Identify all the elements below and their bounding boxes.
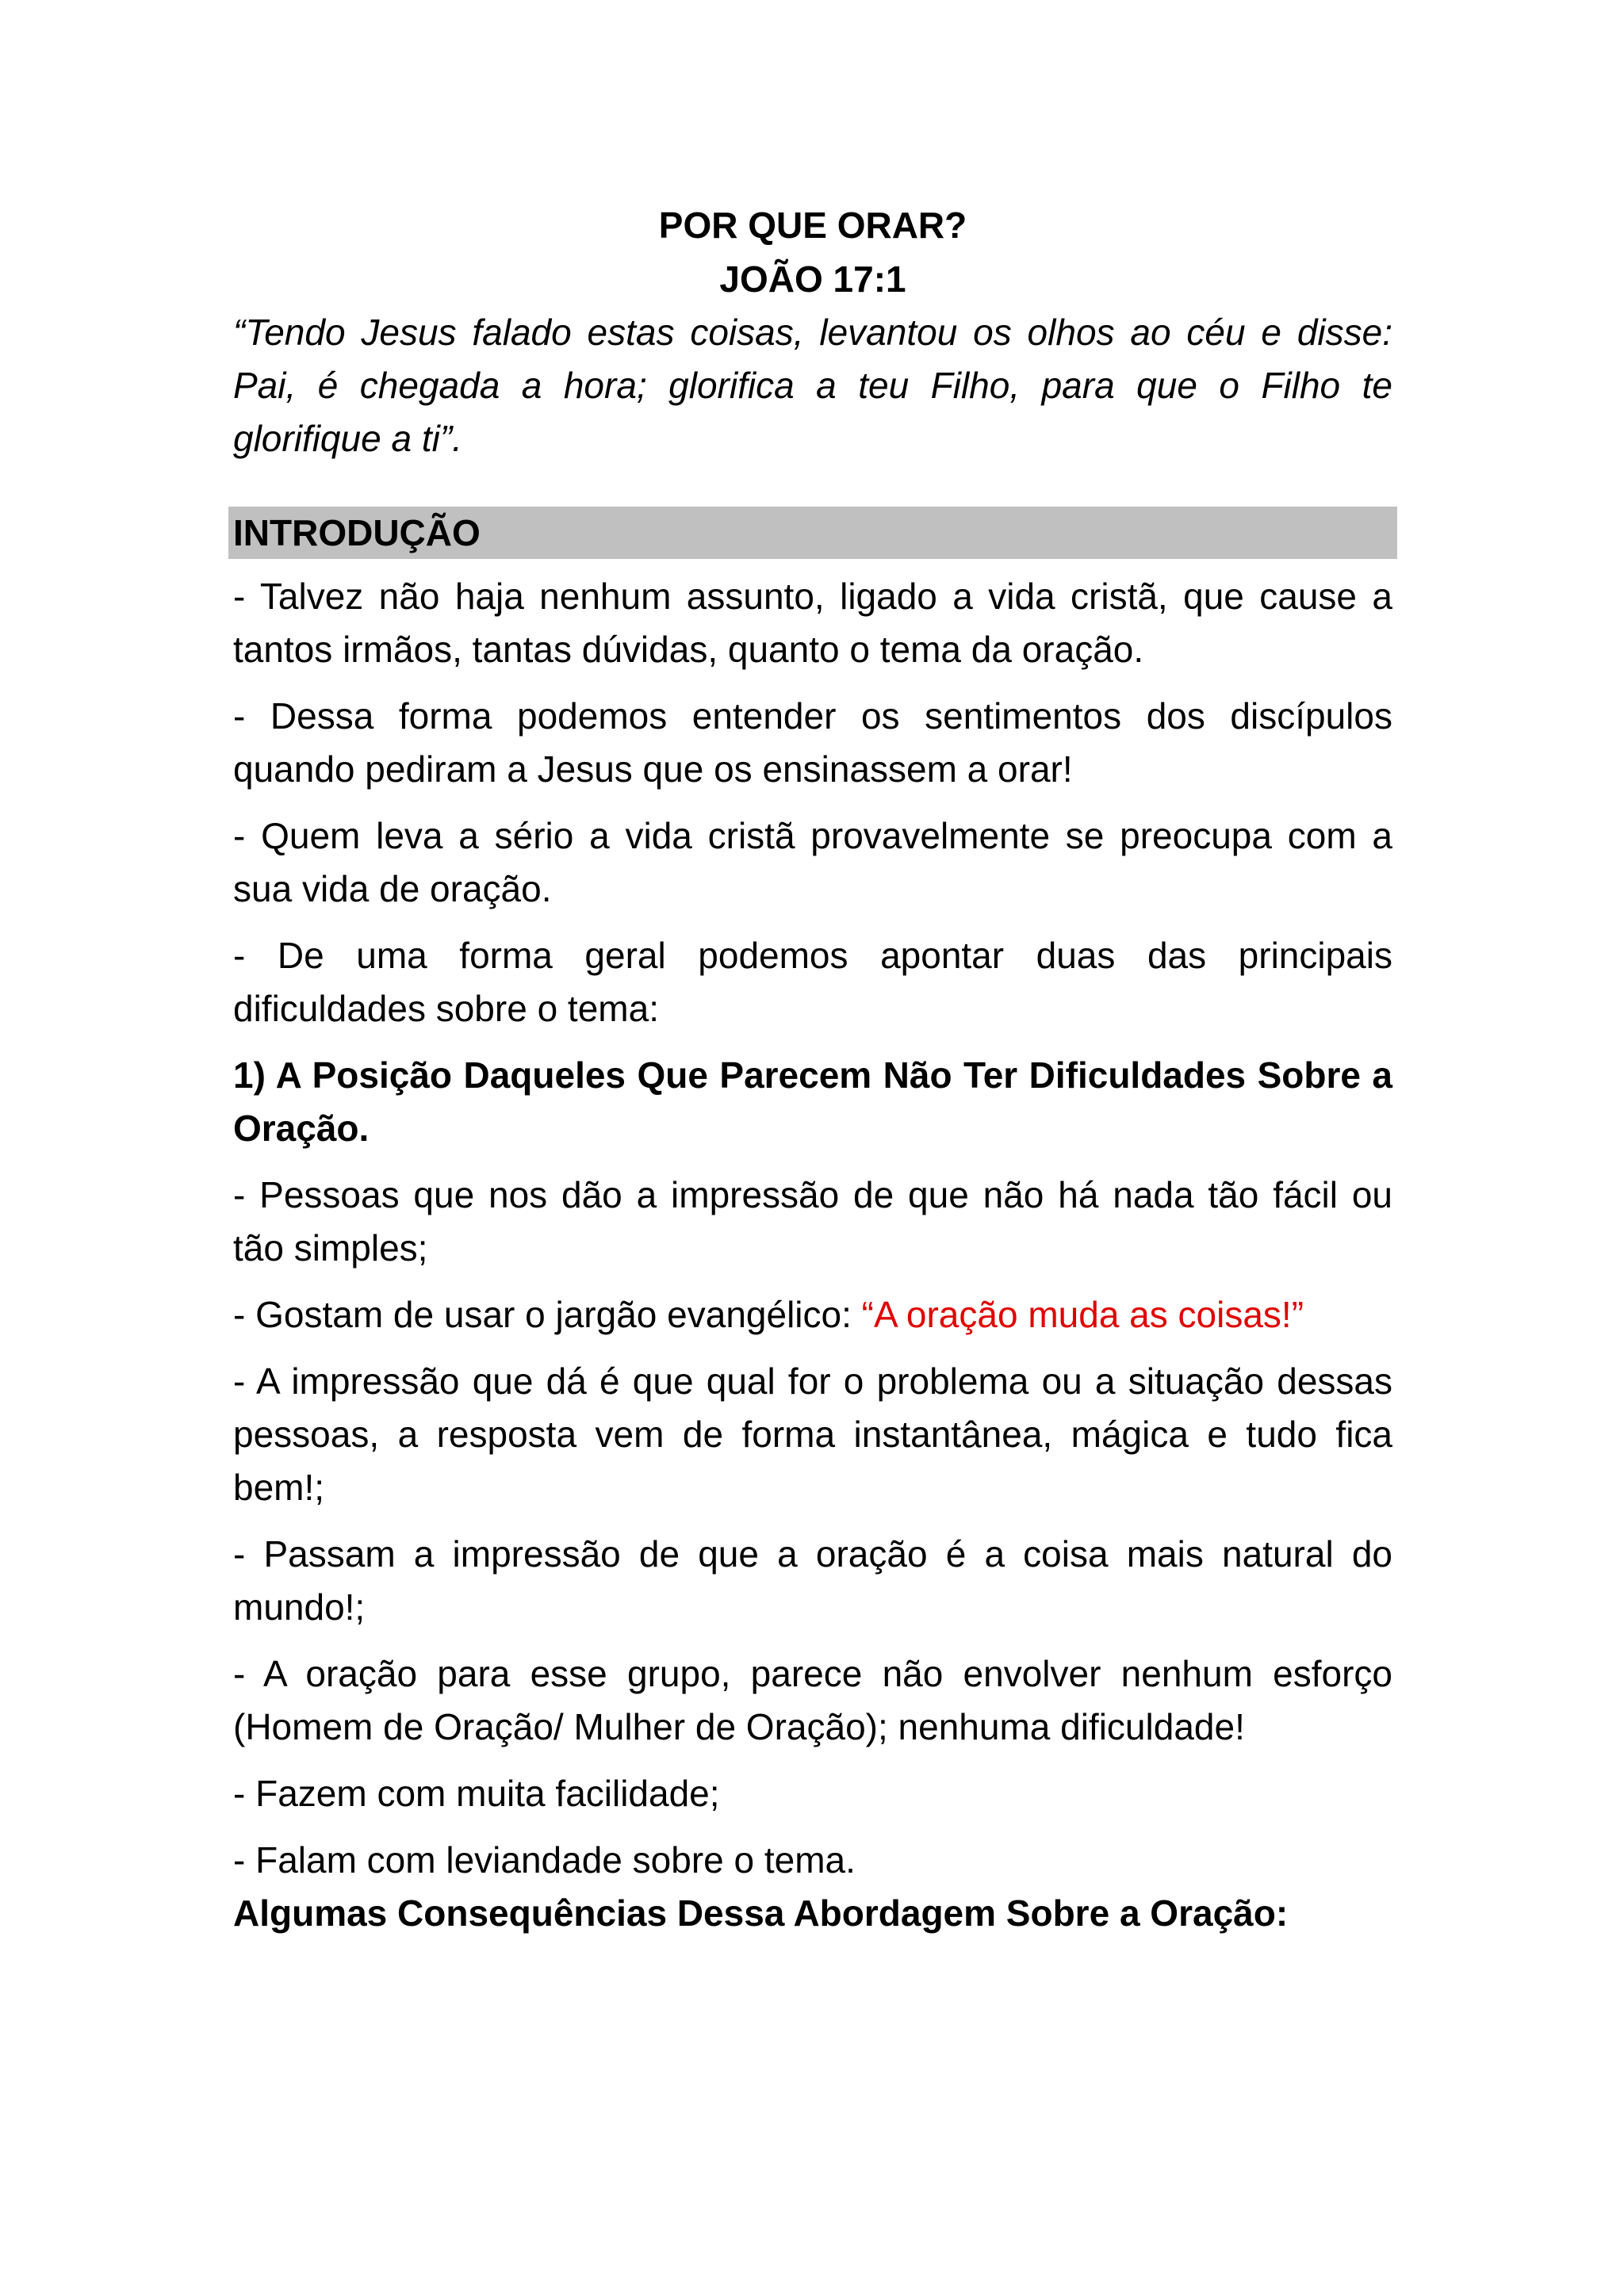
point-1-heading: 1) A Posição Daqueles Que Parecem Não Ter Dificuldades Sobre a Oração.	[233, 1054, 1392, 1149]
point-1-paragraph-jargon	[233, 1288, 1392, 1341]
document-page	[233, 198, 1392, 1940]
intro-paragraph: - Dessa forma podemos entender os sentimentos dos discípulos quando pediram a Jesus que os ensinassem a orar!	[233, 695, 1392, 790]
point-1-paragraph: - Passam a impressão de que a oração é a coisa mais natural do mundo!;	[233, 1533, 1392, 1628]
section-heading-bar	[228, 507, 1397, 559]
point-1-paragraph: - Falam com leviandade sobre o tema.	[233, 1839, 856, 1881]
document-title: POR QUE ORAR?	[658, 205, 967, 246]
point-1-paragraph: - A oração para esse grupo, parece não envolver nenhum esforço (Homem de Oração/ Mulher de Oração); nenhuma dificuldade!	[233, 1653, 1392, 1747]
consequences-heading: Algumas Consequências Dessa Abordagem Sobre a Oração:	[233, 1892, 1289, 1934]
section-heading: INTRODUÇÃO	[233, 512, 481, 553]
point-1-paragraph: - A impressão que dá é que qual for o problema ou a situação dessas pessoas, a resposta vem de forma instantânea, mágica e tudo fica bem!;	[233, 1360, 1392, 1508]
point-1-paragraph: - Fazem com muita facilidade;	[233, 1773, 720, 1814]
scripture-reference: JOÃO 17:1	[719, 258, 906, 300]
jargon-highlight: “A oração muda as coisas!”	[861, 1294, 1304, 1335]
point-1-paragraph: - Pessoas que nos dão a impressão de que não há nada tão fácil ou tão simples;	[233, 1174, 1392, 1269]
scripture-quote: “Tendo Jesus falado estas coisas, levantou os olhos ao céu e disse: Pai, é chegada a hora; glorifica a teu Filho, para que o Filho te glorifique a ti”.	[233, 312, 1392, 459]
jargon-prefix: - Gostam de usar o jargão evangélico:	[233, 1294, 862, 1335]
intro-paragraph: - Talvez não haja nenhum assunto, ligado a vida cristã, que cause a tantos irmãos, tantas dúvidas, quanto o tema da oração.	[233, 576, 1392, 670]
intro-paragraph: - De uma forma geral podemos apontar duas das principais dificuldades sobre o tema:	[233, 935, 1392, 1029]
intro-paragraph: - Quem leva a sério a vida cristã provavelmente se preocupa com a sua vida de oração.	[233, 815, 1392, 909]
